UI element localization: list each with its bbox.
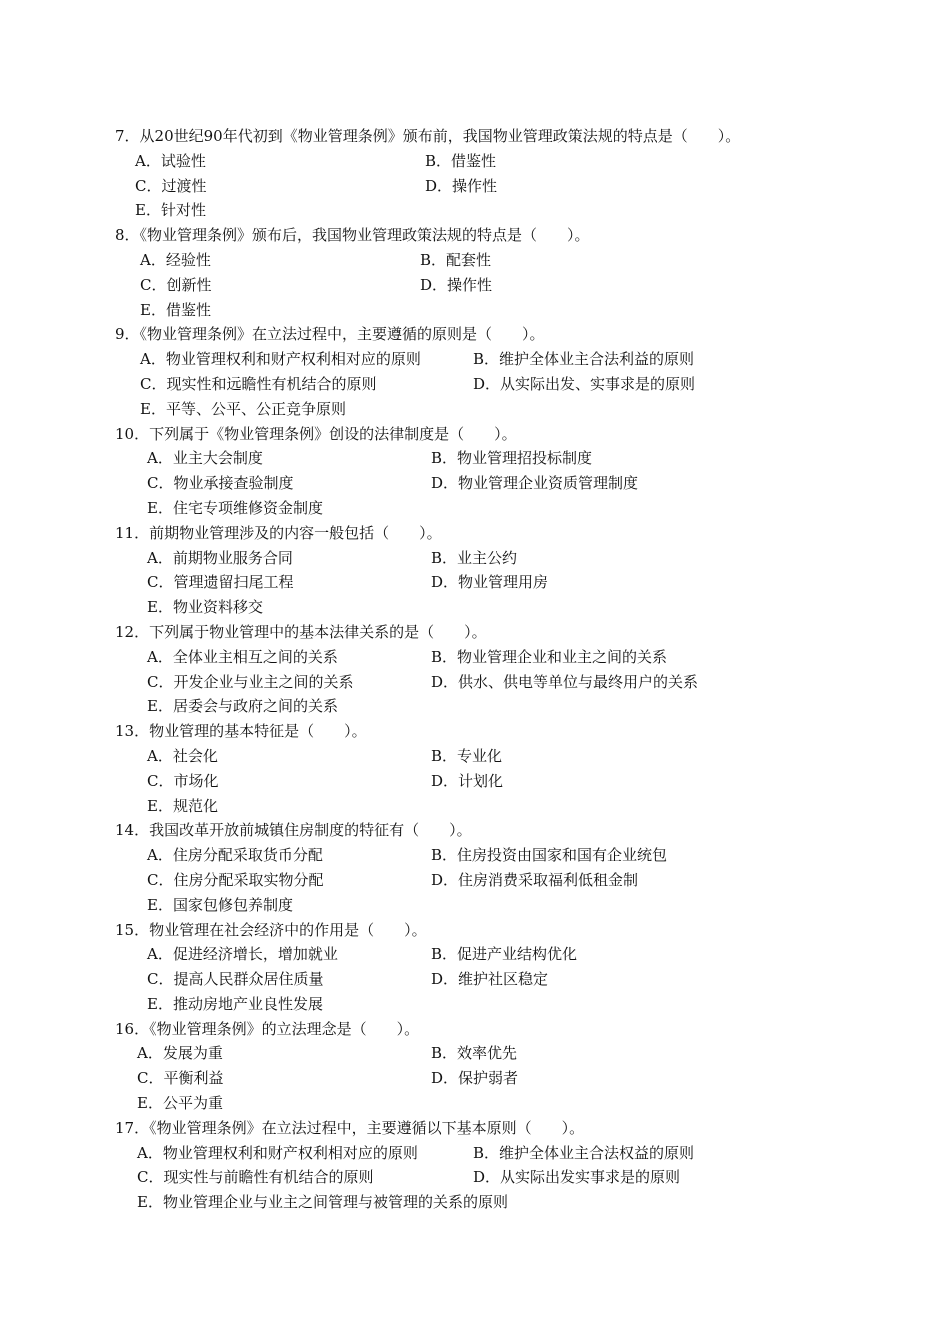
option-row — [115, 992, 915, 1017]
option-item: E．推动房地产业良性发展 — [147, 994, 323, 1013]
option-row — [115, 446, 915, 471]
question-stem: 9．《物业管理条例》在立法过程中，主要遵循的原则是（ ）。 — [115, 325, 545, 344]
option-row — [115, 942, 915, 967]
question-item — [115, 719, 915, 818]
option-item: A．社会化 — [147, 746, 218, 765]
option-item: D．操作性 — [425, 176, 498, 195]
option-item: E．公平为重 — [137, 1094, 223, 1113]
option-item: C．现实性与前瞻性有机结合的原则 — [137, 1168, 374, 1187]
option-item: B．专业化 — [431, 746, 503, 765]
option-item: E．住宅专项维修资金制度 — [147, 498, 323, 517]
option-row — [115, 595, 915, 620]
option-item: C．提高人民群众居住质量 — [147, 970, 324, 989]
option-item: D．供水、供电等单位与最终用户的关系 — [431, 672, 699, 691]
question-item — [115, 223, 915, 322]
option-row — [115, 546, 915, 571]
option-row — [115, 248, 915, 273]
option-row — [115, 1066, 915, 1091]
option-row — [115, 744, 915, 769]
option-row — [115, 198, 915, 223]
option-item: E．物业管理企业与业主之间管理与被管理的关系的原则 — [137, 1193, 508, 1212]
question-item — [115, 818, 915, 917]
option-row — [115, 1141, 915, 1166]
option-item: D．计划化 — [431, 771, 504, 790]
option-row — [115, 769, 915, 794]
option-item: C．开发企业与业主之间的关系 — [147, 672, 354, 691]
option-item: A．物业管理权利和财产权利相对应的原则 — [137, 1143, 418, 1162]
option-item: E．平等、公平、公正竞争原则 — [140, 399, 346, 418]
option-item: D．操作性 — [420, 275, 493, 294]
question-stem: 15．物业管理在社会经济中的作用是（ ）。 — [115, 920, 427, 939]
option-item: D．住房消费采取福利低租金制 — [431, 870, 639, 889]
option-item: A．经验性 — [140, 250, 211, 269]
option-row — [115, 174, 915, 199]
question-item — [115, 1017, 915, 1116]
question-stem: 10．下列属于《物业管理条例》创设的法律制度是（ ）。 — [115, 424, 517, 443]
question-item — [115, 1116, 915, 1215]
option-row — [115, 1041, 915, 1066]
option-row — [115, 496, 915, 521]
option-row — [115, 298, 915, 323]
option-item: D．从实际出发、实事求是的原则 — [473, 374, 696, 393]
option-item: E．居委会与政府之间的关系 — [147, 697, 338, 716]
option-item: A．住房分配采取货币分配 — [147, 846, 323, 865]
option-item: C．创新性 — [140, 275, 212, 294]
question-item — [115, 620, 915, 719]
option-item: C．平衡利益 — [137, 1069, 224, 1088]
option-row — [115, 471, 915, 496]
option-item: B．物业管理招投标制度 — [431, 449, 593, 468]
option-item: B．借鉴性 — [425, 151, 497, 170]
option-item: A．前期物业服务合同 — [147, 548, 293, 567]
option-item: B．配套性 — [420, 250, 492, 269]
option-item: A．物业管理权利和财产权利相对应的原则 — [140, 350, 421, 369]
option-item: C．物业承接查验制度 — [147, 474, 294, 493]
option-item: B．住房投资由国家和国有企业统包 — [431, 846, 668, 865]
option-row — [115, 1190, 915, 1215]
option-item: C．管理遗留扫尾工程 — [147, 573, 294, 592]
option-row — [115, 967, 915, 992]
option-item: C．市场化 — [147, 771, 219, 790]
option-item: E．规范化 — [147, 796, 218, 815]
option-row — [115, 570, 915, 595]
option-item: B．维护全体业主合法权益的原则 — [473, 1143, 695, 1162]
option-item: B．维护全体业主合法利益的原则 — [473, 350, 695, 369]
option-row — [115, 372, 915, 397]
option-item: A．业主大会制度 — [147, 449, 263, 468]
option-row — [115, 645, 915, 670]
question-stem: 13．物业管理的基本特征是（ ）。 — [115, 722, 367, 741]
option-row — [115, 149, 915, 174]
question-stem: 14．我国改革开放前城镇住房制度的特征有（ ）。 — [115, 821, 472, 840]
option-item: A．发展为重 — [137, 1044, 223, 1063]
exam-questions — [115, 124, 915, 1215]
question-stem: 12．下列属于物业管理中的基本法律关系的是（ ）。 — [115, 622, 487, 641]
question-item — [115, 322, 915, 421]
option-row — [115, 794, 915, 819]
option-row — [115, 843, 915, 868]
option-row — [115, 1091, 915, 1116]
option-item: E．针对性 — [135, 201, 206, 220]
option-item: A．全体业主相互之间的关系 — [147, 647, 338, 666]
option-item: A．试验性 — [135, 151, 206, 170]
question-stem: 11．前期物业管理涉及的内容一般包括（ ）。 — [115, 523, 442, 542]
option-item: E．物业资料移交 — [147, 598, 263, 617]
option-item: C．住房分配采取实物分配 — [147, 870, 324, 889]
question-item — [115, 124, 915, 223]
option-row — [115, 670, 915, 695]
option-item: E．借鉴性 — [140, 300, 211, 319]
option-item: D．物业管理企业资质管理制度 — [431, 474, 639, 493]
question-item — [115, 422, 915, 521]
question-item — [115, 918, 915, 1017]
option-row — [115, 868, 915, 893]
option-item: C．现实性和远瞻性有机结合的原则 — [140, 374, 377, 393]
option-item: D．维护社区稳定 — [431, 970, 549, 989]
question-item — [115, 521, 915, 620]
option-item: D．物业管理用房 — [431, 573, 549, 592]
question-stem: 16．《物业管理条例》的立法理念是（ ）。 — [115, 1019, 420, 1038]
question-stem: 17．《物业管理条例》在立法过程中，主要遵循以下基本原则（ ）。 — [115, 1118, 585, 1137]
option-item: A．促进经济增长，增加就业 — [147, 945, 338, 964]
option-row — [115, 1165, 915, 1190]
question-stem: 8．《物业管理条例》颁布后，我国物业管理政策法规的特点是（ ）。 — [115, 226, 590, 245]
option-item: B．物业管理企业和业主之间的关系 — [431, 647, 668, 666]
option-row — [115, 694, 915, 719]
option-item: D．保护弱者 — [431, 1069, 519, 1088]
option-item: E．国家包修包养制度 — [147, 895, 293, 914]
option-row — [115, 397, 915, 422]
option-item: B．效率优先 — [431, 1044, 518, 1063]
option-row — [115, 893, 915, 918]
option-row — [115, 273, 915, 298]
question-stem: 7．从20世纪90年代初到《物业管理条例》颁布前，我国物业管理政策法规的特点是（ ）。 — [115, 127, 741, 145]
option-item: C．过渡性 — [135, 176, 207, 195]
option-item: B．促进产业结构优化 — [431, 945, 578, 964]
option-item: D．从实际出发实事求是的原则 — [473, 1168, 681, 1187]
option-item: B．业主公约 — [431, 548, 518, 567]
option-row — [115, 347, 915, 372]
